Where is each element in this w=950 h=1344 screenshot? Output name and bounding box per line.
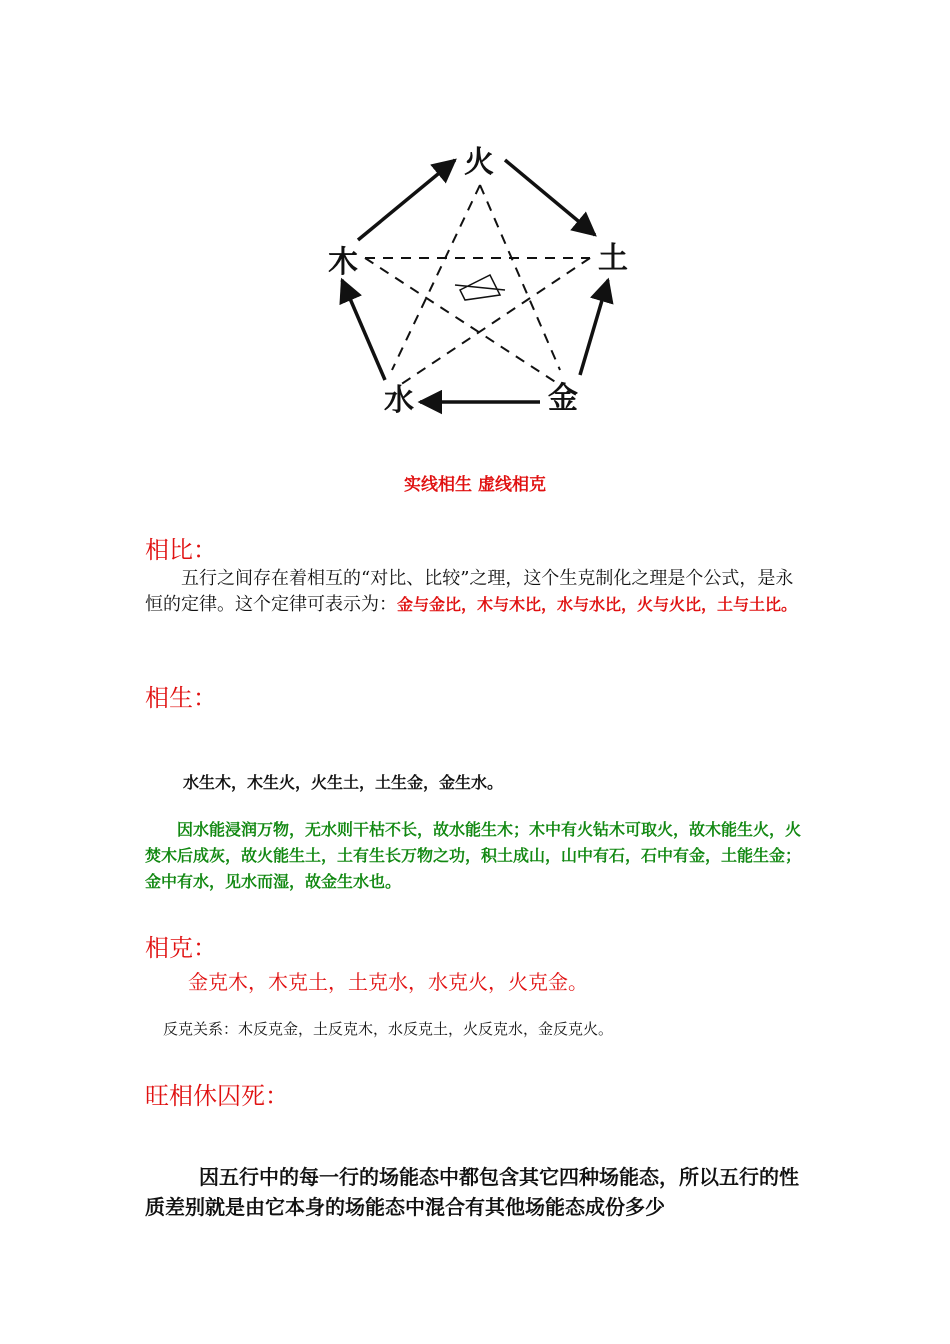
node-water: 水 <box>384 383 414 418</box>
paragraph-compare <box>145 566 810 618</box>
five-elements-diagram <box>290 140 650 430</box>
restraint-dashed-lines <box>365 185 590 385</box>
heading-seasons: 旺相休囚死： <box>145 1082 289 1110</box>
node-earth: 土 <box>598 241 628 276</box>
compare-formula: 金与金比，木与木比，水与水比，火与火比，土与土比。 <box>397 595 798 614</box>
compare-text: 五行之间存在着相互的“对比、比较”之理，这个生克制化之理是个公式，是永恒的定律。这个定律可表示为： <box>145 568 794 615</box>
generate-cycle: 水生木，木生火，火生土，土生金，金生水。 <box>183 773 504 792</box>
heading-restrain: 相克： <box>145 934 217 962</box>
diagram-caption: 实线相生 虚线相克 <box>404 475 546 495</box>
node-wood: 木 <box>328 245 358 280</box>
seasons-text: 因五行中的每一行的场能态中都包含其它四种场能态，所以五行的性质差别就是由它本身的场能态中混合有其他场能态成份多少 <box>145 1165 799 1219</box>
center-scribble <box>455 275 505 300</box>
generation-solid-arrows <box>342 160 608 402</box>
reverse-restrain: 反克关系：木反克金，土反克木，水反克土，火反克水，金反克火。 <box>163 1020 614 1038</box>
heading-generate: 相生： <box>145 684 217 712</box>
node-metal: 金 <box>548 381 578 416</box>
generate-explanation: 因水能浸润万物，无水则干枯不长，故水能生木；木中有火钻木可取火，故木能生火，火焚木后成灰，故火能生土，土有生长万物之功，积土成山，山中有石，石中有金，土能生金；金中有水，见水而湿，故金生水也。 <box>145 820 802 891</box>
node-fire: 火 <box>464 145 494 180</box>
heading-compare: 相比： <box>145 536 217 564</box>
restrain-cycle: 金克木，木克土，土克水，水克火，火克金。 <box>188 970 588 994</box>
